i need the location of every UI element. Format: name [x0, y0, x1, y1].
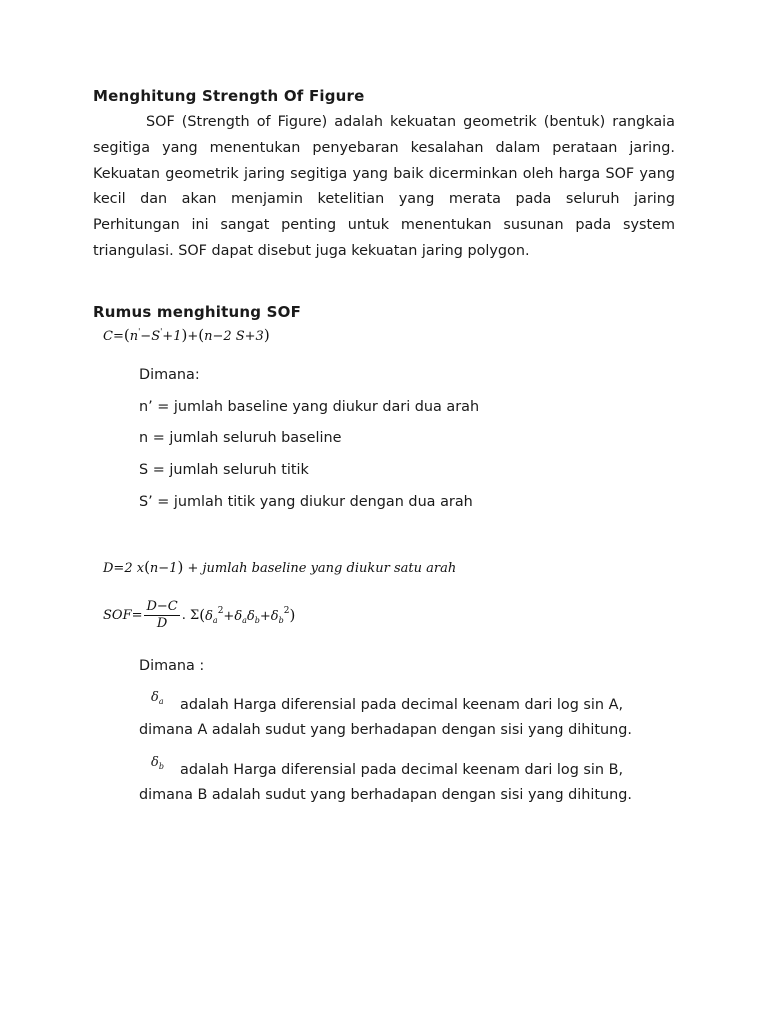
- delta-b-line-1: adalah Harga diferensial pada decimal keenam dari log sin B,: [180, 762, 624, 778]
- formula-sof-sum-body: [199, 606, 296, 625]
- formula-sof-plus-2: +: [259, 609, 271, 624]
- formula-sof-square-a: 2: [217, 606, 224, 616]
- definition-n-prime: n’ = jumlah baseline yang diukur dari dua arah: [139, 399, 480, 415]
- section-subtitle: Rumus menghitung SOF: [93, 303, 302, 321]
- formula-sof-sub-a: a: [212, 616, 218, 625]
- formula-sof-delta-a: δ: [205, 609, 213, 624]
- formula-d: [103, 558, 456, 576]
- formula-c-s-prime: ': [160, 327, 163, 336]
- formula-c-s: S: [151, 329, 161, 344]
- formula-c: [103, 326, 270, 344]
- formula-sof-paren-close: ): [289, 606, 296, 624]
- formula-c-lhs: C=: [103, 329, 124, 344]
- definition-s: S = jumlah seluruh titik: [139, 462, 309, 478]
- delta-a-line-2: dimana A adalah sudut yang berhadapan dengan sisi yang dihitung.: [139, 721, 632, 738]
- formula-sof: [103, 600, 295, 631]
- delta-a-line-1: adalah Harga diferensial pada decimal keenam dari log sin A,: [180, 697, 624, 713]
- definition-s-prime: S’ = jumlah titik yang diukur dengan dua arah: [139, 494, 473, 510]
- formula-sof-lhs: SOF=: [103, 608, 143, 623]
- formula-sof-sub-a2: a: [242, 616, 247, 625]
- formula-d-paren-open: (: [144, 558, 150, 576]
- page-title: Menghitung Strength Of Figure: [93, 87, 365, 105]
- formula-c-second-term: n−2 S+3: [204, 329, 264, 344]
- formula-c-minus: −: [140, 329, 152, 344]
- intro-text: SOF (Strength of Figure) adalah kekuatan geometrik (bentuk) rangkaia segitiga yang menentukan penyebaran kesalahan dalam perataan jaring. Kekuatan geometrik jaring segitiga yang baik dicerminkan oleh harga SOF yang kecil dan akan menjamin ketelitian yang merata pada seluruh jaring Perhitungan ini sangat penting untuk menentukan susunan pada system triangulasi. SOF dapat disebut juga kekuatan jaring polygon.: [93, 114, 675, 259]
- formula-sof-delta-b: δ: [246, 609, 255, 624]
- formula-sof-denominator: D: [156, 616, 168, 631]
- formula-c-plus: +: [187, 329, 199, 344]
- delta-b-letter: δ: [151, 755, 159, 770]
- formula-sof-delta-a2: δ: [234, 609, 243, 624]
- formula-sof-numerator: D−C: [146, 599, 178, 614]
- delta-b-subscript: b: [158, 762, 164, 771]
- formula-sof-sub-b2: b: [278, 616, 284, 625]
- delta-b-line-2: dimana B adalah sudut yang berhadapan dengan sisi yang dihitung.: [139, 786, 632, 803]
- formula-sof-square-b: 2: [283, 606, 290, 616]
- formula-sof-fraction: [144, 600, 179, 631]
- formula-sof-plus-1: +: [223, 609, 235, 624]
- formula-c-n: n: [129, 329, 139, 344]
- definition-n: n = jumlah seluruh baseline: [139, 430, 342, 446]
- formula-c-paren-open: (: [123, 326, 130, 344]
- formula-c-paren2-open: (: [198, 326, 205, 344]
- formula-sof-sigma: . Σ: [181, 608, 200, 623]
- delta-a-definition: [139, 693, 679, 742]
- formula-d-inner: n−1: [149, 561, 178, 576]
- formula-c-n-prime: ': [138, 327, 141, 336]
- dimana-label-2: Dimana :: [139, 658, 205, 674]
- formula-sof-delta-b2: δ: [270, 609, 279, 624]
- formula-c-paren-close: ): [181, 326, 188, 344]
- formula-d-lhs: D=2 x: [103, 561, 145, 576]
- formula-d-paren-close: ): [177, 558, 184, 576]
- formula-c-paren2-close: ): [263, 326, 270, 344]
- delta-b-definition: [139, 758, 679, 807]
- formula-sof-sub-b: b: [254, 616, 260, 625]
- formula-c-plus-one: +1: [162, 329, 182, 344]
- intro-paragraph: [93, 110, 675, 265]
- dimana-label-1: Dimana:: [139, 367, 200, 383]
- delta-a-subscript: a: [158, 697, 164, 706]
- formula-d-rest: + jumlah baseline yang diukur satu arah: [187, 561, 457, 576]
- formula-sof-paren-open: (: [199, 606, 206, 624]
- delta-a-letter: δ: [151, 690, 159, 705]
